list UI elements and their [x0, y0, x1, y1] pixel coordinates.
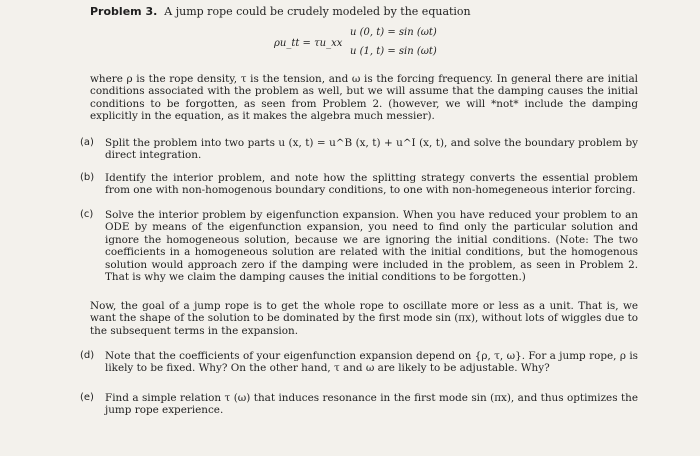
problem-heading	[90, 6, 471, 18]
pde-equation: ρu_tt = τu_xx	[274, 38, 343, 49]
goal-paragraph: Now, the goal of a jump rope is to get the whole rope to oscillate more or less as a unit. That is, we want the shape of the solution to be dominated by the first mode sin (πx), without lots of wiggles due to the subsequent terms in the expansion.	[90, 300, 638, 337]
part-a-label: (a)	[80, 137, 94, 148]
part-d	[80, 350, 638, 375]
boundary-condition-left: u (0, t) = sin (ωt)	[350, 27, 437, 38]
part-d-label: (d)	[80, 350, 95, 361]
part-a	[80, 137, 638, 162]
part-d-text: Note that the coefficients of your eigenfunction expansion depend on {ρ, τ, ω}. For a jump rope, ρ is likely to be fixed. Why? On the other hand, τ and ω are likely to be adjustable. Why?	[105, 350, 638, 375]
boundary-condition-right: u (1, t) = sin (ωt)	[350, 46, 437, 57]
part-a-text: Split the problem into two parts u (x, t) = u^B (x, t) + u^I (x, t), and solve the boundary problem by direct integration.	[105, 137, 638, 162]
part-e-label: (e)	[80, 392, 94, 403]
problem-label: Problem 3.	[90, 5, 158, 18]
part-e	[80, 392, 638, 417]
part-b-text: Identify the interior problem, and note how the splitting strategy converts the essential problem from one with non-homogenous boundary conditions, to one with non-homegeneous interior forcing.	[105, 172, 638, 197]
part-b-label: (b)	[80, 172, 95, 183]
problem-statement: A jump rope could be crudely modeled by the equation	[164, 5, 471, 18]
intro-paragraph: where ρ is the rope density, τ is the tension, and ω is the forcing frequency. In general there are initial conditions associated with the problem as well, but we will assume that the damping causes the initial conditions to be forgotten, as seen from Problem 2. (however, we will *not* include the damping explicitly in the equation, as it makes the algebra much messier).	[90, 73, 638, 123]
part-c-text: Solve the interior problem by eigenfunction expansion. When you have reduced your problem to an ODE by means of the eigenfunction expansion, you need to find only the particular solution and ignore the homogeneous solution, because we are ignoring the initial conditions. (Note: The two coefficients in a homogeneous solution are related with the initial conditions, but the homogenous solution would approach zero if the damping were included in the problem, as seen in Problem 2. That is why we claim the damping causes the initial conditions to be forgotten.)	[105, 209, 638, 284]
part-b	[80, 172, 638, 197]
part-c	[80, 209, 638, 283]
part-c-label: (c)	[80, 209, 94, 220]
part-e-text: Find a simple relation τ (ω) that induces resonance in the first mode sin (πx), and thus optimizes the jump rope experience.	[105, 392, 638, 417]
